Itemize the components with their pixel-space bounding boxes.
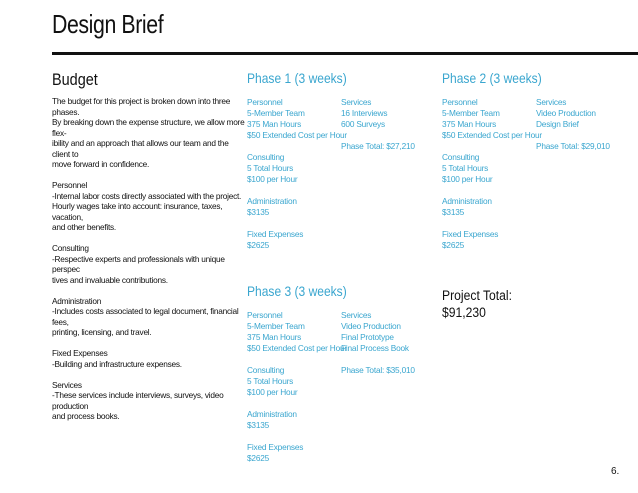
page-title: Design Brief: [52, 9, 164, 39]
section-heading: Consulting: [52, 243, 89, 253]
section-line: tives and invaluable contributions.: [52, 274, 168, 285]
section-line: -Includes costs associated to legal document, financial fees,: [52, 306, 239, 327]
phase-item: Administration: [247, 196, 297, 206]
phase-2-costs: [442, 97, 542, 251]
phase-item: Video Production: [536, 108, 596, 118]
phase-item: Services: [341, 310, 372, 320]
phase-item: Administration: [442, 196, 492, 206]
section-line: and process books.: [52, 411, 120, 421]
section-line: and other benefits.: [52, 222, 116, 232]
phase-item: Final Process Book: [341, 343, 409, 353]
phase-3-block: [247, 283, 437, 483]
phase-3-title: Phase 3 (3 weeks): [247, 283, 347, 299]
budget-intro-line: The budget for this project is broken down into three phases.: [52, 96, 231, 117]
budget-text: [52, 96, 247, 422]
phase-item: 600 Surveys: [341, 119, 385, 129]
project-total: [442, 287, 512, 321]
section-line: -Respective experts and professionals with unique perspec: [52, 253, 225, 274]
page-number: 6.: [611, 466, 620, 477]
section-line: -Internal labor costs directly associated with the project.: [52, 190, 242, 201]
phase-item: Design Brief: [536, 119, 579, 129]
phase-item: Consulting: [442, 152, 480, 162]
phase-item: Consulting: [247, 152, 285, 162]
phase-item: Video Production: [341, 321, 401, 331]
phase-2-block: [442, 70, 632, 270]
phase-item: $2625: [247, 453, 270, 463]
phase-item: 375 Man Hours: [247, 332, 302, 342]
budget-heading: Budget: [52, 70, 98, 89]
phase-item: Fixed Expenses: [247, 229, 304, 239]
phase-item: 5 Total Hours: [442, 163, 489, 173]
phase-2-title: Phase 2 (3 weeks): [442, 70, 542, 86]
phase-1-title: Phase 1 (3 weeks): [247, 70, 347, 86]
phase-item: 375 Man Hours: [247, 119, 302, 129]
phase-item: $100 per Hour: [247, 174, 298, 184]
phase-item: $100 per Hour: [442, 174, 493, 184]
phase-1-services: [341, 97, 436, 152]
section-heading: Administration: [52, 295, 102, 306]
phase-item: Fixed Expenses: [247, 442, 304, 452]
phase-item: 5 Total Hours: [247, 163, 294, 173]
phase-item: 5-Member Team: [442, 108, 500, 118]
phase-total: Phase Total: $35,010: [341, 365, 415, 375]
phase-item: Services: [536, 97, 567, 107]
phase-item: Fixed Expenses: [442, 229, 499, 239]
phase-item: 5 Total Hours: [247, 376, 294, 386]
phase-item: $50 Extended Cost per Hour: [442, 130, 542, 140]
phase-item: $2625: [442, 240, 465, 250]
section-line: -Building and infrastructure expenses.: [52, 358, 182, 369]
phase-item: $50 Extended Cost per Hour: [247, 343, 347, 353]
section-line: printing, licensing, and travel.: [52, 327, 152, 337]
budget-intro-line: move forward in confidence.: [52, 159, 150, 169]
phase-item: $100 per Hour: [247, 387, 298, 397]
phase-item: Final Prototype: [341, 332, 394, 342]
phase-item: $50 Extended Cost per Hour: [247, 130, 347, 140]
phase-1-block: [247, 70, 437, 270]
budget-section-administration: [52, 296, 247, 338]
section-line: -These services include interviews, surveys, video production: [52, 390, 224, 411]
budget-section-consulting: [52, 243, 247, 285]
budget-intro-line: ibility and an approach that allows our team and the client to: [52, 138, 229, 159]
section-line: Hourly wages take into account: insurance, taxes, vacation,: [52, 201, 223, 222]
budget-intro-line: By breaking down the expense structure, we allow more flex-: [52, 117, 245, 138]
phase-1-costs: [247, 97, 347, 251]
title-divider: [52, 52, 638, 55]
phase-item: Personnel: [247, 310, 283, 320]
budget-intro: [52, 96, 247, 170]
budget-section-fixed: [52, 348, 247, 369]
budget-column: [52, 70, 247, 432]
phase-item: Consulting: [247, 365, 285, 375]
phase-3-costs: [247, 310, 347, 464]
budget-section-personnel: [52, 180, 247, 233]
project-total-value: $91,230: [442, 305, 486, 320]
project-total-label: Project Total:: [442, 288, 513, 303]
phase-item: $3135: [247, 420, 270, 430]
section-heading: Services: [52, 379, 82, 390]
phase-item: $2625: [247, 240, 270, 250]
phase-item: $3135: [247, 207, 270, 217]
phase-item: Personnel: [247, 97, 283, 107]
phase-item: Personnel: [442, 97, 478, 107]
budget-section-services: [52, 380, 247, 422]
phase-3-services: [341, 310, 436, 376]
phase-item: Administration: [247, 409, 297, 419]
phase-item: 5-Member Team: [247, 108, 305, 118]
phase-2-services: [536, 97, 631, 152]
phase-total: Phase Total: $29,010: [536, 141, 610, 151]
phase-item: Services: [341, 97, 372, 107]
phase-item: 5-Member Team: [247, 321, 305, 331]
phase-item: 16 Interviews: [341, 108, 388, 118]
section-heading: Personnel: [52, 180, 88, 190]
phase-total: Phase Total: $27,210: [341, 141, 415, 151]
phase-item: 375 Man Hours: [442, 119, 497, 129]
phase-item: $3135: [442, 207, 465, 217]
section-heading: Fixed Expenses: [52, 348, 108, 358]
